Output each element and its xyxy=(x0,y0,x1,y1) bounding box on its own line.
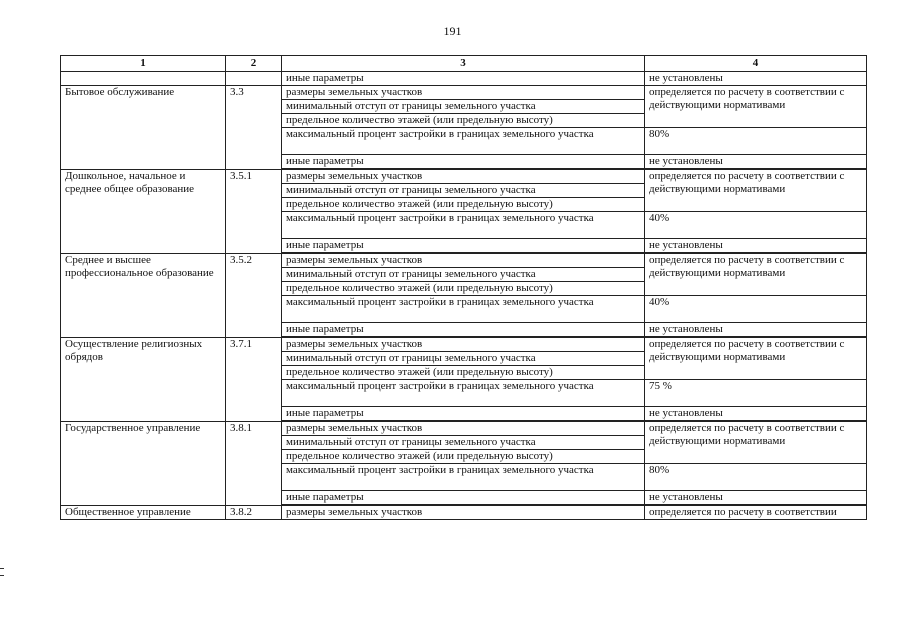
page-number: 191 xyxy=(443,24,462,38)
parameter-cell: иные параметры xyxy=(282,407,645,421)
use-name-cell: Общественное управление xyxy=(61,506,226,520)
value-cell: определяется по расчету в соответствии с действующими нормативами xyxy=(645,422,867,464)
parameter-cell: размеры земельных участков xyxy=(282,170,645,184)
parameter-cell: максимальный процент застройки в границах земельного участка xyxy=(282,296,645,323)
parameter-cell: размеры земельных участков xyxy=(282,506,645,520)
table-row xyxy=(61,338,867,352)
parameter-cell: иные параметры xyxy=(282,491,645,505)
parameter-cell: максимальный процент застройки в границах земельного участка xyxy=(282,212,645,239)
value-cell: определяется по расчету в соответствии с действующими нормативами xyxy=(645,86,867,128)
value-cell: не установлены xyxy=(645,239,867,253)
parameter-cell: иные параметры xyxy=(282,239,645,253)
parameter-cell: размеры земельных участков xyxy=(282,254,645,268)
parameter-cell: минимальный отступ от границы земельного участка xyxy=(282,352,645,366)
column-header: 3 xyxy=(282,56,645,72)
parameter-cell: иные параметры xyxy=(282,323,645,337)
use-name-cell: Бытовое обслуживание xyxy=(61,86,226,170)
value-cell: 40% xyxy=(645,296,867,323)
value-cell: определяется по расчету в соответствии xyxy=(645,506,867,520)
parameter-cell: размеры земельных участков xyxy=(282,338,645,352)
value-cell: определяется по расчету в соответствии с действующими нормативами xyxy=(645,170,867,212)
use-code-cell: 3.7.1 xyxy=(226,338,282,422)
value-cell: определяется по расчету в соответствии с действующими нормативами xyxy=(645,338,867,380)
parameter-cell: предельное количество этажей (или предельную высоту) xyxy=(282,282,645,296)
table-row xyxy=(61,422,867,436)
value-cell: 75 % xyxy=(645,380,867,407)
parameter-cell: предельное количество этажей (или предельную высоту) xyxy=(282,366,645,380)
table-row xyxy=(61,86,867,100)
column-header: 2 xyxy=(226,56,282,72)
parameter-cell: размеры земельных участков xyxy=(282,86,645,100)
value-cell: не установлены xyxy=(645,491,867,505)
use-name-cell: Государственное управление xyxy=(61,422,226,506)
value-cell: не установлены xyxy=(645,72,867,86)
margin-mark xyxy=(0,568,4,576)
use-name-cell: Дошкольное, начальное и среднее общее образование xyxy=(61,170,226,254)
parameter-cell: минимальный отступ от границы земельного участка xyxy=(282,100,645,114)
value-cell: не установлены xyxy=(645,155,867,169)
value-cell: 80% xyxy=(645,128,867,155)
parameter-cell: минимальный отступ от границы земельного участка xyxy=(282,436,645,450)
use-name-cell xyxy=(61,72,226,86)
value-cell: 80% xyxy=(645,464,867,491)
parameter-cell: предельное количество этажей (или предельную высоту) xyxy=(282,198,645,212)
table-row xyxy=(61,506,867,520)
parameter-cell: максимальный процент застройки в границах земельного участка xyxy=(282,128,645,155)
parameter-cell: иные параметры xyxy=(282,155,645,169)
column-header: 1 xyxy=(61,56,226,72)
parameter-cell: иные параметры xyxy=(282,72,645,86)
table-row xyxy=(61,254,867,268)
regulations-table xyxy=(60,55,867,520)
table-row xyxy=(61,170,867,184)
parameter-cell: минимальный отступ от границы земельного участка xyxy=(282,184,645,198)
use-name-cell: Осуществление религиозных обрядов xyxy=(61,338,226,422)
use-code-cell: 3.5.2 xyxy=(226,254,282,338)
value-cell: 40% xyxy=(645,212,867,239)
use-code-cell: 3.3 xyxy=(226,86,282,170)
column-header: 4 xyxy=(645,56,867,72)
parameter-cell: размеры земельных участков xyxy=(282,422,645,436)
use-code-cell: 3.8.2 xyxy=(226,506,282,520)
use-code-cell: 3.8.1 xyxy=(226,422,282,506)
value-cell: определяется по расчету в соответствии с действующими нормативами xyxy=(645,254,867,296)
value-cell: не установлены xyxy=(645,407,867,421)
parameter-cell: максимальный процент застройки в границах земельного участка xyxy=(282,464,645,491)
parameter-cell: предельное количество этажей (или предельную высоту) xyxy=(282,114,645,128)
use-name-cell: Среднее и высшее профессиональное образование xyxy=(61,254,226,338)
parameter-cell: минимальный отступ от границы земельного участка xyxy=(282,268,645,282)
value-cell: не установлены xyxy=(645,323,867,337)
table-row xyxy=(61,72,867,86)
use-code-cell: 3.5.1 xyxy=(226,170,282,254)
use-code-cell xyxy=(226,72,282,86)
parameter-cell: максимальный процент застройки в границах земельного участка xyxy=(282,380,645,407)
header-row xyxy=(61,56,867,72)
parameter-cell: предельное количество этажей (или предельную высоту) xyxy=(282,450,645,464)
